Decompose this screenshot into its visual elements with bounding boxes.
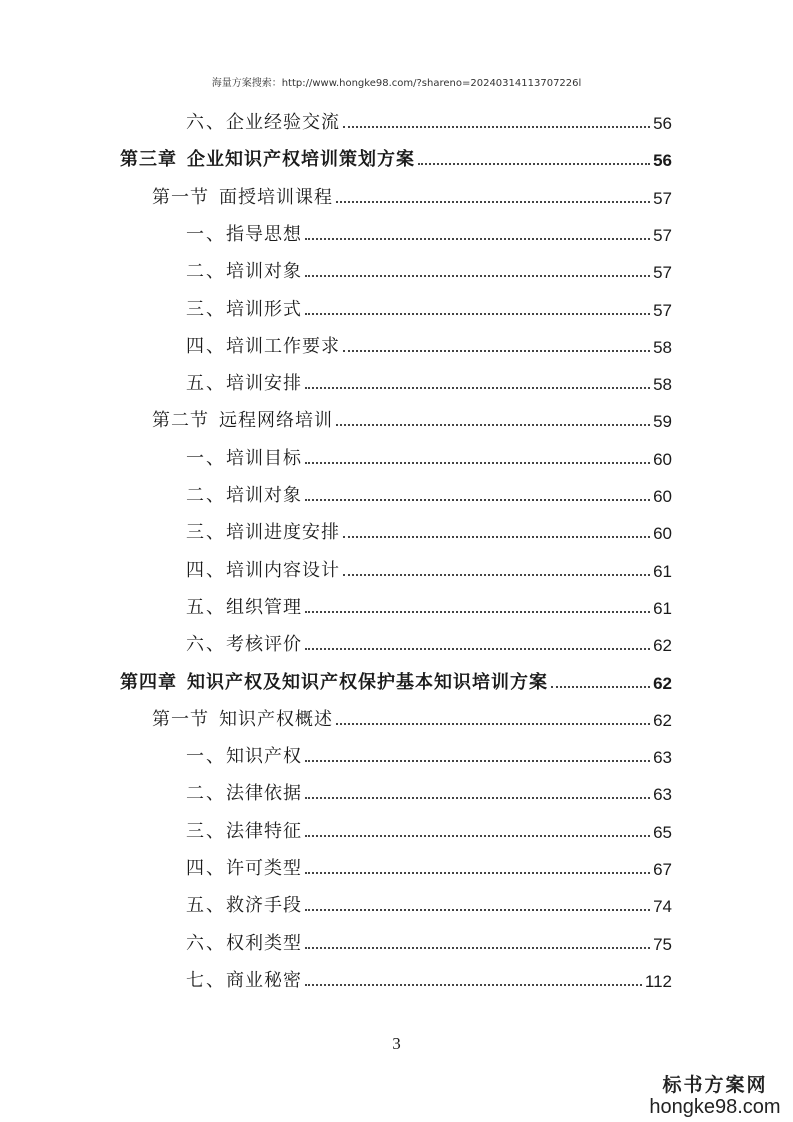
toc-leader-dots [336, 722, 650, 725]
toc-leader-dots [305, 498, 650, 501]
toc-entry-label [186, 966, 302, 992]
toc-entry-item[interactable] [186, 775, 672, 805]
toc-entry-page: 62 [653, 710, 672, 730]
toc-entry-item[interactable] [186, 962, 672, 992]
toc-entry-page: 62 [653, 673, 672, 693]
toc-entry-title: 许可类型 [226, 858, 302, 879]
page-number: 3 [392, 1034, 401, 1053]
toc-entry-label [152, 705, 333, 731]
toc-entry-page: 75 [653, 934, 672, 954]
toc-entry-item[interactable] [186, 589, 672, 619]
toc-entry-number: 三、 [186, 820, 226, 842]
toc-leader-dots [305, 386, 650, 389]
toc-entry-item[interactable] [186, 887, 672, 917]
toc-entry-title: 培训进度安排 [226, 522, 340, 544]
toc-entry-item[interactable] [186, 514, 672, 544]
toc-leader-dots [305, 237, 650, 240]
toc-entry-title: 组织管理 [226, 596, 302, 618]
toc-entry-page: 56 [653, 114, 672, 133]
toc-entry-page: 57 [653, 188, 672, 208]
toc-entry-number: 四、 [186, 559, 226, 581]
toc-entry-label [186, 929, 302, 955]
toc-entry-item[interactable] [186, 253, 672, 283]
toc-entry-title: 培训目标 [226, 447, 302, 469]
toc-entry-page: 57 [653, 263, 672, 283]
toc-entry-label [120, 145, 415, 171]
toc-entry-number: 一、 [186, 746, 226, 768]
toc-leader-dots [305, 312, 650, 315]
toc-entry-page: 62 [653, 636, 672, 656]
toc-entry-title: 指导思想 [226, 223, 302, 245]
toc-entry-number: 五、 [186, 596, 226, 618]
toc-entry-item[interactable] [186, 813, 672, 843]
toc-entry-title: 法律依据 [226, 783, 302, 805]
toc-entry-label [186, 779, 302, 805]
toc-entry-item[interactable] [186, 365, 672, 395]
toc-entry-section[interactable] [152, 402, 672, 432]
toc-entry-page: 58 [653, 375, 672, 395]
toc-entry-number: 三、 [186, 298, 226, 320]
toc-entry-title: 知识产权概述 [219, 708, 333, 730]
toc-entry-section[interactable] [152, 179, 672, 209]
toc-leader-dots [305, 647, 650, 650]
toc-leader-dots [305, 871, 650, 874]
toc-entry-page: 57 [653, 225, 672, 245]
page-header-search-url: 海量方案搜索：http://www.hongke98.com/?shareno=20240314113707226l [211, 78, 582, 89]
toc-entry-title: 培训工作要求 [226, 335, 340, 357]
toc-entry-label [186, 518, 340, 544]
watermark-cn-text: 标书方案网 [662, 1074, 768, 1096]
toc-leader-dots [305, 908, 650, 911]
toc-leader-dots [305, 274, 650, 277]
toc-entry-title: 远程网络培训 [219, 410, 333, 432]
toc-leader-dots [343, 535, 650, 538]
toc-entry-label [120, 668, 548, 694]
toc-entry-number: 二、 [186, 261, 226, 283]
toc-entry-title: 权利类型 [226, 932, 302, 954]
toc-entry-title: 培训对象 [226, 485, 302, 506]
toc-entry-number: 第一节 [152, 708, 209, 730]
toc-entry-item[interactable] [186, 328, 672, 358]
toc-entry-title: 企业知识产权培训策划方案 [187, 149, 415, 171]
toc-entry-label [186, 108, 340, 134]
toc-entry-label [186, 891, 302, 917]
toc-entry-label [186, 257, 302, 283]
toc-leader-dots [305, 834, 650, 837]
toc-entry-title: 救济手段 [226, 895, 302, 917]
toc-entry-page: 63 [653, 748, 672, 768]
toc-entry-label [186, 332, 340, 358]
toc-entry-chapter[interactable] [120, 664, 672, 694]
toc-entry-page: 112 [644, 971, 672, 991]
toc-entry-item[interactable] [186, 216, 672, 246]
toc-entry-number: 二、 [186, 783, 226, 805]
toc-entry-label [186, 630, 302, 656]
toc-entry-label [186, 220, 302, 246]
toc-entry-item[interactable] [186, 626, 672, 656]
toc-entry-title: 考核评价 [226, 634, 302, 656]
toc-entry-item[interactable] [186, 104, 672, 134]
toc-entry-label [186, 369, 302, 395]
toc-entry-title: 培训安排 [226, 373, 302, 395]
toc-entry-label [186, 593, 302, 619]
toc-entry-page: 56 [653, 151, 672, 171]
toc-entry-item[interactable] [186, 925, 672, 955]
toc-entry-number: 二、 [186, 485, 226, 506]
toc-entry-page: 67 [653, 860, 672, 879]
watermark-en-text: hongke98.com [649, 1096, 781, 1118]
toc-entry-number: 第三章 [120, 149, 177, 171]
toc-entry-number: 七、 [186, 969, 226, 991]
toc-leader-dots [336, 200, 650, 203]
toc-entry-title: 企业经验交流 [226, 112, 340, 133]
toc-leader-dots [305, 983, 642, 986]
toc-entry-number: 第一节 [152, 186, 209, 208]
toc-entry-title: 法律特征 [226, 820, 302, 842]
toc-entry-number: 一、 [186, 447, 226, 469]
watermark-logo [640, 1070, 790, 1117]
toc-leader-dots [551, 685, 650, 688]
toc-entry-number: 五、 [186, 895, 226, 917]
toc-entry-label [186, 556, 340, 582]
toc-entry-page: 63 [653, 785, 672, 805]
toc-entry-page: 61 [653, 561, 672, 581]
toc-leader-dots [343, 125, 650, 128]
toc-entry-item[interactable] [186, 440, 672, 470]
toc-leader-dots [305, 610, 650, 613]
toc-entry-number: 四、 [186, 858, 226, 879]
toc-leader-dots [305, 461, 650, 464]
toc-entry-label [186, 854, 302, 880]
toc-entry-title: 知识产权 [226, 746, 302, 768]
toc-entry-item[interactable] [186, 850, 672, 880]
toc-entry-page: 60 [653, 487, 672, 506]
toc-entry-number: 六、 [186, 112, 226, 133]
toc-entry-number: 第二节 [152, 410, 209, 432]
toc-entry-label [186, 444, 302, 470]
toc-entry-page: 59 [653, 412, 672, 432]
toc-entry-item[interactable] [186, 477, 672, 507]
toc-entry-page: 60 [653, 524, 672, 544]
toc-entry-number: 六、 [186, 932, 226, 954]
toc-entry-page: 58 [653, 337, 672, 357]
toc-entry-page: 57 [653, 300, 672, 320]
toc-leader-dots [305, 759, 650, 762]
toc-leader-dots [305, 946, 650, 949]
toc-leader-dots [343, 349, 650, 352]
toc-entry-title: 培训内容设计 [226, 559, 340, 581]
toc-entry-number: 第四章 [120, 671, 177, 693]
toc-entry-number: 三、 [186, 522, 226, 544]
toc-entry-number: 四、 [186, 335, 226, 357]
toc-entry-title: 知识产权及知识产权保护基本知识培训方案 [187, 671, 548, 693]
toc-entry-number: 一、 [186, 223, 226, 245]
toc-entry-chapter[interactable] [120, 141, 672, 171]
toc-entry-item[interactable] [186, 552, 672, 582]
toc-entry-item[interactable] [186, 291, 672, 321]
toc-entry-label [186, 817, 302, 843]
toc-leader-dots [343, 573, 650, 576]
toc-entry-title: 培训形式 [226, 298, 302, 320]
toc-entry-label [152, 406, 333, 432]
toc-entry-number: 五、 [186, 373, 226, 395]
toc-entry-label [152, 183, 333, 209]
toc-leader-dots [336, 423, 650, 426]
toc-entry-page: 74 [653, 897, 672, 917]
toc-entry-item[interactable] [186, 738, 672, 768]
toc-entry-number: 六、 [186, 634, 226, 656]
toc-entry-title: 面授培训课程 [219, 186, 333, 208]
toc-entry-page: 60 [653, 449, 672, 469]
toc-entry-page: 65 [653, 822, 672, 842]
toc-entry-label [186, 481, 302, 507]
toc-entry-label [186, 742, 302, 768]
toc-entry-section[interactable] [152, 701, 672, 731]
toc-leader-dots [305, 796, 650, 799]
toc-entry-page: 61 [653, 598, 672, 618]
toc-leader-dots [418, 162, 650, 165]
toc-entry-label [186, 295, 302, 321]
toc-entry-title: 培训对象 [226, 261, 302, 283]
toc-entry-title: 商业秘密 [226, 969, 302, 991]
